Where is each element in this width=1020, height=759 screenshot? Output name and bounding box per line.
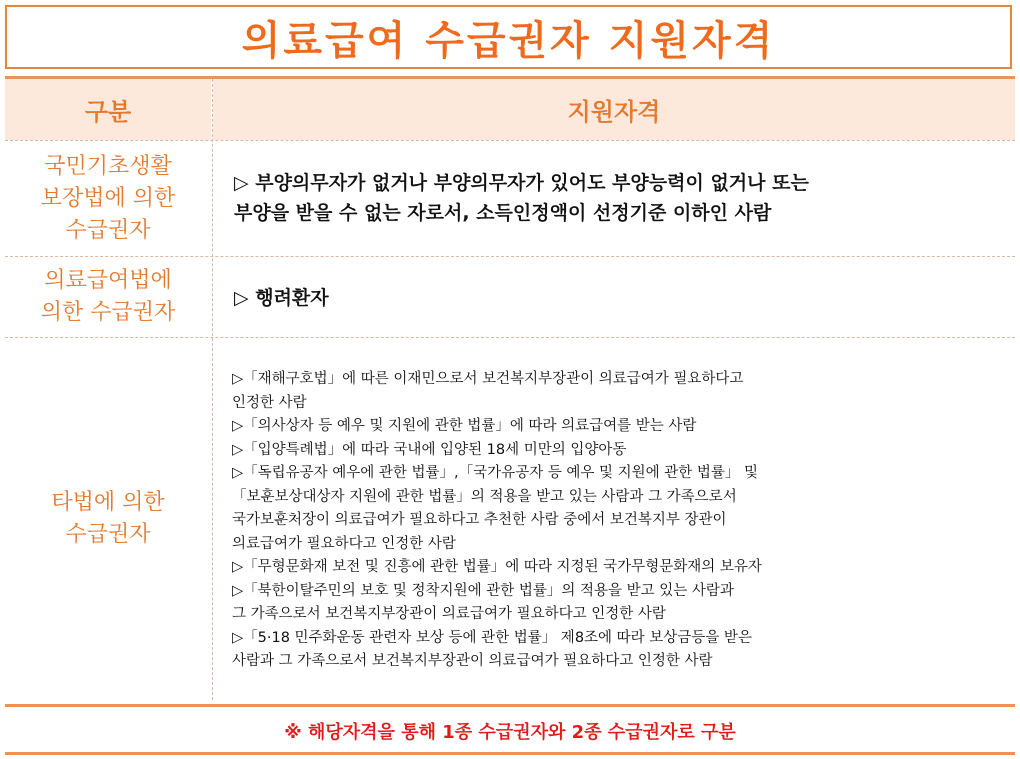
content-line: ▷「5·18 민주화운동 관련자 보상 등에 관한 법률」 제8조에 따라 보상금등을 받은 [232, 629, 752, 646]
category-line: 국민기초생활 [44, 153, 172, 179]
page-title: 의료급여 수급권자 지원자격 [241, 17, 776, 64]
footnote-bottom-border [5, 752, 1015, 755]
content-line: 사람과 그 가족으로서 보건복지부장관이 의료급여가 필요하다고 인정한 사람 [232, 653, 713, 669]
footnote: ※ 해당자격을 통해 1종 수급권자와 2종 수급권자로 구분 [284, 722, 736, 743]
content-line: ▷「의사상자 등 예우 및 지원에 관한 법률」에 따라 의료급여를 받는 사람 [232, 418, 697, 434]
category-line: 보장법에 의한 [40, 185, 176, 211]
content-line: ▷ 부양의무자가 없거나 부양의무자가 있어도 부양능력이 없거나 또는 [234, 172, 809, 194]
header-qualification: 지원자격 [213, 79, 1015, 140]
row-content [214, 283, 1004, 313]
content-line: ▷「무형문화재 보전 및 진흥에 관한 법률」에 따라 지정된 국가무형문화재의 보유자 [232, 559, 762, 575]
content-line: ▷「독립유공자 예우에 관한 법률」,「국가유공자 등 예우 및 지원에 관한 법률」 및 [232, 465, 759, 481]
row-category [5, 141, 211, 256]
row-content [214, 368, 1004, 674]
content-line: 그 가족으로서 보건복지부장관이 의료급여가 필요하다고 인정한 사람 [232, 606, 666, 622]
content-line: 의료급여가 필요하다고 인정한 사람 [232, 535, 456, 552]
table-bottom-border [5, 704, 1015, 707]
content-line: ▷ 행려환자 [234, 287, 329, 309]
row-category [5, 338, 211, 700]
page-title-box [5, 5, 1012, 69]
content-line: 부양을 받을 수 없는 자로서, 소득인정액이 선정기준 이하인 사람 [234, 202, 772, 224]
content-line: ▷「입양특례법」에 따라 국내에 입양된 18세 미만의 입양아동 [232, 441, 627, 458]
row-content [214, 168, 1004, 228]
category-line: 타법에 의한 [51, 490, 165, 515]
content-line: 인정한 사람 [232, 394, 307, 411]
category-line: 의한 수급권자 [40, 300, 176, 325]
content-line: ▷「북한이탈주민의 보호 및 정착지원에 관한 법률」의 적용을 받고 있는 사람과 [232, 582, 734, 599]
content-line: 「보훈보상대상자 지원에 관한 법률」의 적용을 받고 있는 사람과 그 가족으로서 [232, 488, 737, 505]
category-line: 의료급여법에 [44, 268, 172, 293]
category-line: 수급권자 [65, 217, 151, 243]
header-category: 구분 [5, 79, 211, 140]
content-line: ▷「재해구호법」에 따른 이재민으로서 보건복지부장관이 의료급여가 필요하다고 [232, 371, 744, 387]
content-line: 국가보훈처장이 의료급여가 필요하다고 추천한 사람 중에서 보건복지부 장관이 [232, 512, 727, 528]
category-line: 수급권자 [65, 522, 151, 547]
column-divider [212, 79, 213, 700]
row-category [5, 257, 211, 337]
